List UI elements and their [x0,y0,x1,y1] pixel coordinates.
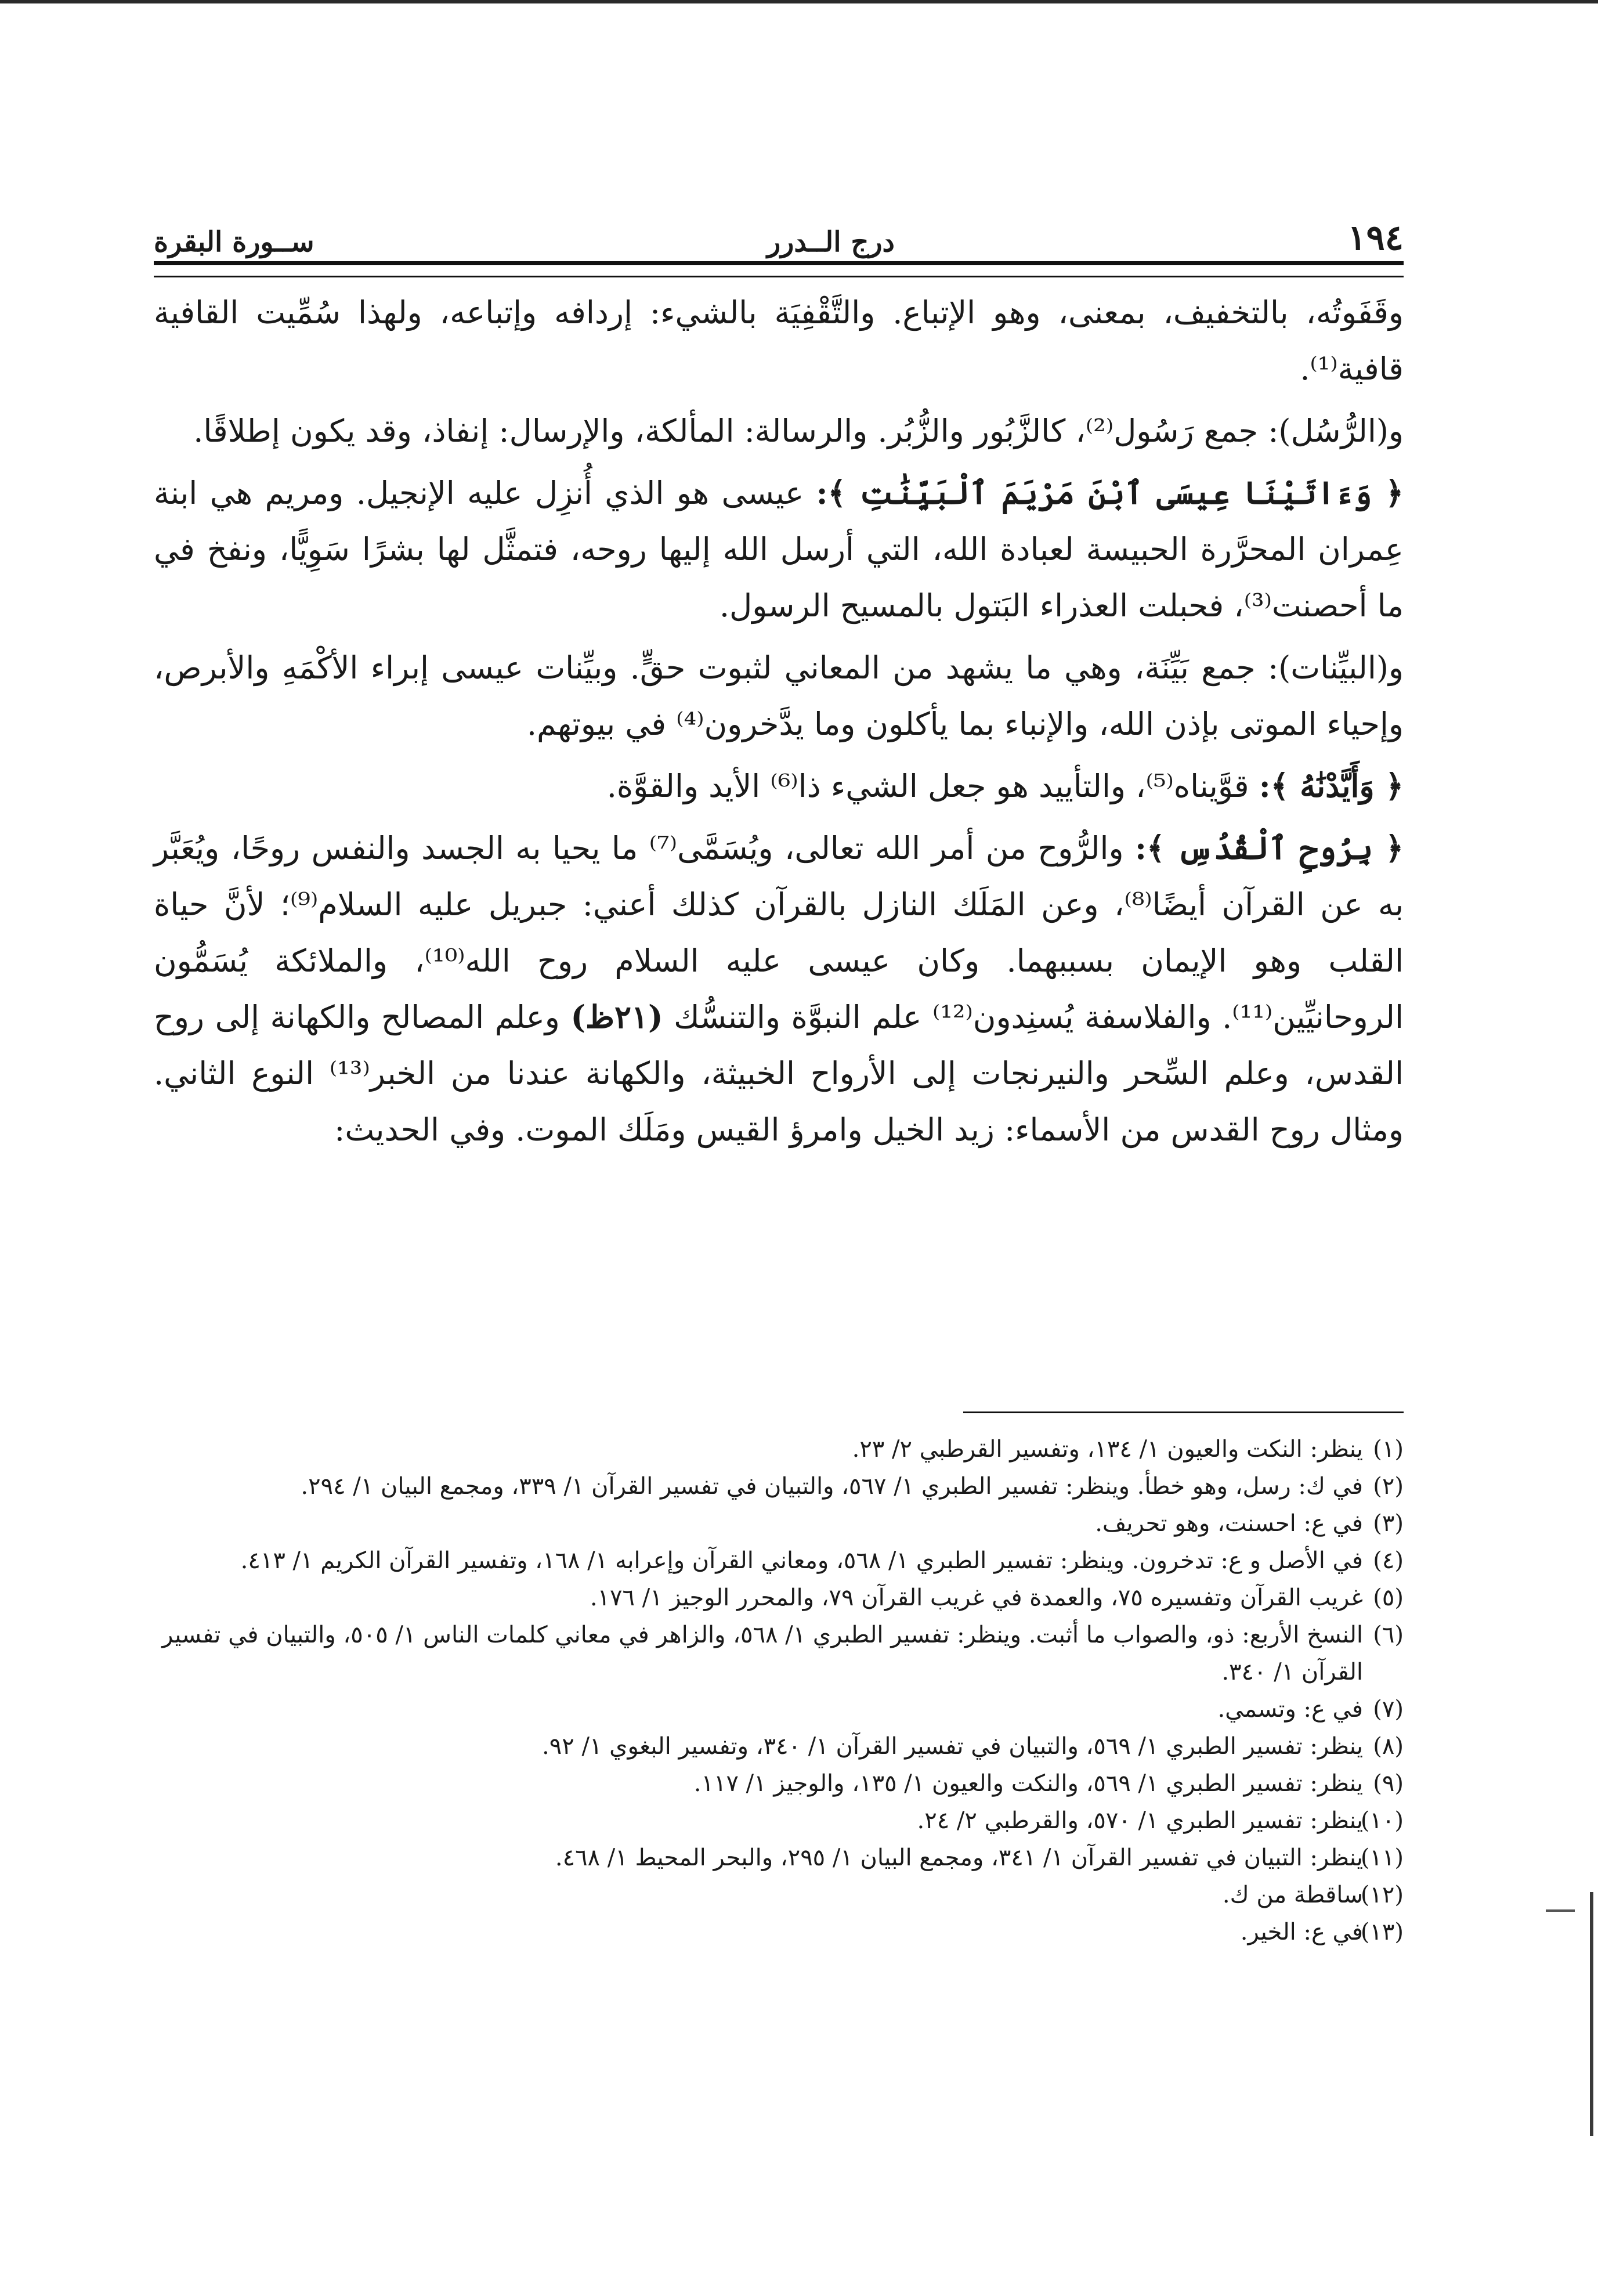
footnote [154,1691,1404,1728]
footnote [154,1579,1404,1616]
paragraph-text: عيسى هو الذي أُنزِل عليه الإنجيل. ومريم هي ابنة عِمران المحرَّرة الحبيسة لعبادة الله، التي أرسل الله إليها روحه، فتمثَّل لها بشرًا سَوِيًّا، ونفخ في ما أحصنت⁽³⁾، فحبلت العذراء البَتول بالمسيح الرسول. [154,475,1404,624]
footnote [154,1876,1404,1914]
footnote-number: (٥) [1373,1584,1404,1611]
footnote-text: غريب القرآن وتفسيره ٧٥، والعمدة في غريب القرآن ٧٩، والمحرر الوجيز ١/ ١٧٦. [590,1584,1363,1611]
footnote [154,1616,1404,1691]
header-rule [154,261,1404,277]
footnotes [154,1431,1404,1951]
footnote-text: في ع: وتسمي. [1217,1696,1363,1723]
footnote-number: (٢) [1373,1473,1404,1500]
footnote-text: في ع: احسنت، وهو تحريف. [1095,1510,1363,1537]
scan-edge [0,0,1598,3]
quran-verse: ﴿ بِرُوحِ ٱلْقُدُسِ ﴾: [1135,829,1404,867]
footnote-number: (١١) [1360,1844,1404,1871]
footnote [154,1542,1404,1579]
paragraph [154,758,1404,814]
footnote-text: في ك: رسل، وهو خطأ. وينظر: تفسير الطبري ١/ ٥٦٧، والتبيان في تفسير القرآن ١/ ٣٣٩، ومجمع البيان ١/ ٢٩٤. [301,1473,1363,1500]
footnote-text: ينظر: تفسير الطبري ١/ ٥٧٠، والقرطبي ٢/ ٢٤. [917,1807,1363,1834]
page-number: ١٩٤ [1347,218,1404,258]
quran-verse: ﴿ وَأَيَّدْنَٰهُ ﴾: [1259,767,1404,804]
footnote [154,1802,1404,1839]
footnote [154,1468,1404,1505]
footnote-number: (٨) [1373,1733,1404,1760]
footnote [154,1839,1404,1876]
quran-verse: ﴿ وَءَاتَيْنَا عِيسَى ٱبْنَ مَرْيَمَ ٱلْبَيِّنَٰتِ ﴾: [816,474,1404,511]
footnote-rule [963,1411,1404,1413]
scan-tick [1546,1909,1575,1912]
footnote-number: (١٠) [1360,1807,1404,1834]
book-title: درج الــدرر [767,226,895,258]
manuscript-folio-marker: (٢١ظ) [570,998,663,1035]
footnote [154,1914,1404,1951]
footnote-number: (٤) [1373,1547,1404,1574]
footnote-number: (٩) [1373,1770,1404,1797]
main-text [154,284,1404,1164]
footnote-number: (٧) [1373,1696,1404,1723]
paragraph-text: والرُّوح من أمر الله تعالى، ويُسَمَّى⁽⁷⁾ ما يحيا به الجسد والنفس روحًا، ويُعَبَّر به عن القرآن أيضًا⁽⁸⁾، وعن المَلَك النازل بالقرآن كذلك أعني: جبريل عليه السلام⁽⁹⁾؛ لأنَّ حياة القلب وهو الإيمان بسببهما. وكان عيسى عليه السلام روح الله⁽¹⁰⁾، والملائكة يُسَمُّون الروحانيِّين⁽¹¹⁾. والفلاسفة يُسنِدون⁽¹²⁾ علم النبوَّة والتنسُّك [154,830,1404,1035]
footnote-number: (٣) [1373,1510,1404,1537]
footnote-number: (١) [1373,1436,1404,1463]
surah-title: ســورة البقرة [154,226,314,258]
scan-binding-mark [1577,1892,1593,2136]
page-header [154,206,1404,258]
footnote-text: ينظر: التبيان في تفسير القرآن ١/ ٣٤١، ومجمع البيان ١/ ٢٩٥، والبحر المحيط ١/ ٤٦٨. [555,1844,1363,1871]
footnote-number: (٦) [1373,1622,1404,1648]
footnote [154,1765,1404,1802]
footnote-number: (١٣) [1360,1919,1404,1945]
footnote-text: ينظر: تفسير الطبري ١/ ٥٦٩، والنكت والعيون ١/ ١٣٥، والوجيز ١/ ١١٧. [693,1770,1363,1797]
footnote [154,1431,1404,1468]
footnote-text: النسخ الأربع: ذو، والصواب ما أثبت. وينظر: تفسير الطبري ١/ ٥٦٨، والزاهر في معاني كلمات الناس ١/ ٥٠٥، والتبيان في تفسير القرآن ١/ ٣٤٠. [162,1622,1363,1685]
paragraph: و(الرُّسُل): جمع رَسُول⁽²⁾، كالزَّبُور والزُّبُر. والرسالة: المألكة، والإرسال: إنفاذ، وقد يكون إطلاقًا. [193,413,1404,449]
paragraph [154,465,1404,634]
footnote-text: ينظر: تفسير الطبري ١/ ٥٦٩، والتبيان في تفسير القرآن ١/ ٣٤٠، وتفسير البغوي ١/ ٩٢. [542,1733,1363,1760]
footnote [154,1728,1404,1765]
footnote [154,1505,1404,1542]
paragraph [154,820,1404,1158]
footnote-text: في ع: الخير. [1240,1919,1363,1945]
footnote-text: ينظر: النكت والعيون ١/ ١٣٤، وتفسير القرطبي ٢/ ٢٣. [852,1436,1363,1463]
footnote-text: في الأصل و ع: تدخرون. وينظر: تفسير الطبري ١/ ٥٦٨، ومعاني القرآن وإعرابه ١/ ١٦٨، وتفسير القرآن الكريم ١/ ٤١٣. [240,1547,1363,1574]
paragraph: وقَفَوتُه، بالتخفيف، بمعنى، وهو الإتباع. والتَّقْفِيَة بالشيء: إردافه وإتباعه، ولهذا سُمِّيت القافية قافية⁽¹⁾. [154,294,1404,387]
paragraph: و(البيِّنات): جمع بَيِّنَة، وهي ما يشهد من المعاني لثبوت حقٍّ. وبيِّنات عيسى إبراء الأكْمَهِ والأبرص، وإحياء الموتى بإذن الله، والإنباء بما يأكلون وما يدَّخرون⁽⁴⁾ في بيوتهم. [154,649,1404,742]
footnote-text: ساقطة من ك. [1222,1882,1363,1908]
paragraph-text: قوَّيناه⁽⁵⁾، والتأييد هو جعل الشيء ذا⁽⁶⁾ الأيد والقوَّة. [606,768,1249,804]
footnote-number: (١٢) [1360,1882,1404,1908]
paragraph-text: وعلم المصالح والكهانة إلى روح القدس، وعلم السِّحر والنيرنجات إلى الأرواح الخبيثة، والكهانة عندنا من الخبر⁽¹³⁾ النوع الثاني. ومثال روح القدس من الأسماء: زيد الخيل وامرؤ القيس ومَلَك الموت. وفي الحديث: [154,999,1404,1148]
